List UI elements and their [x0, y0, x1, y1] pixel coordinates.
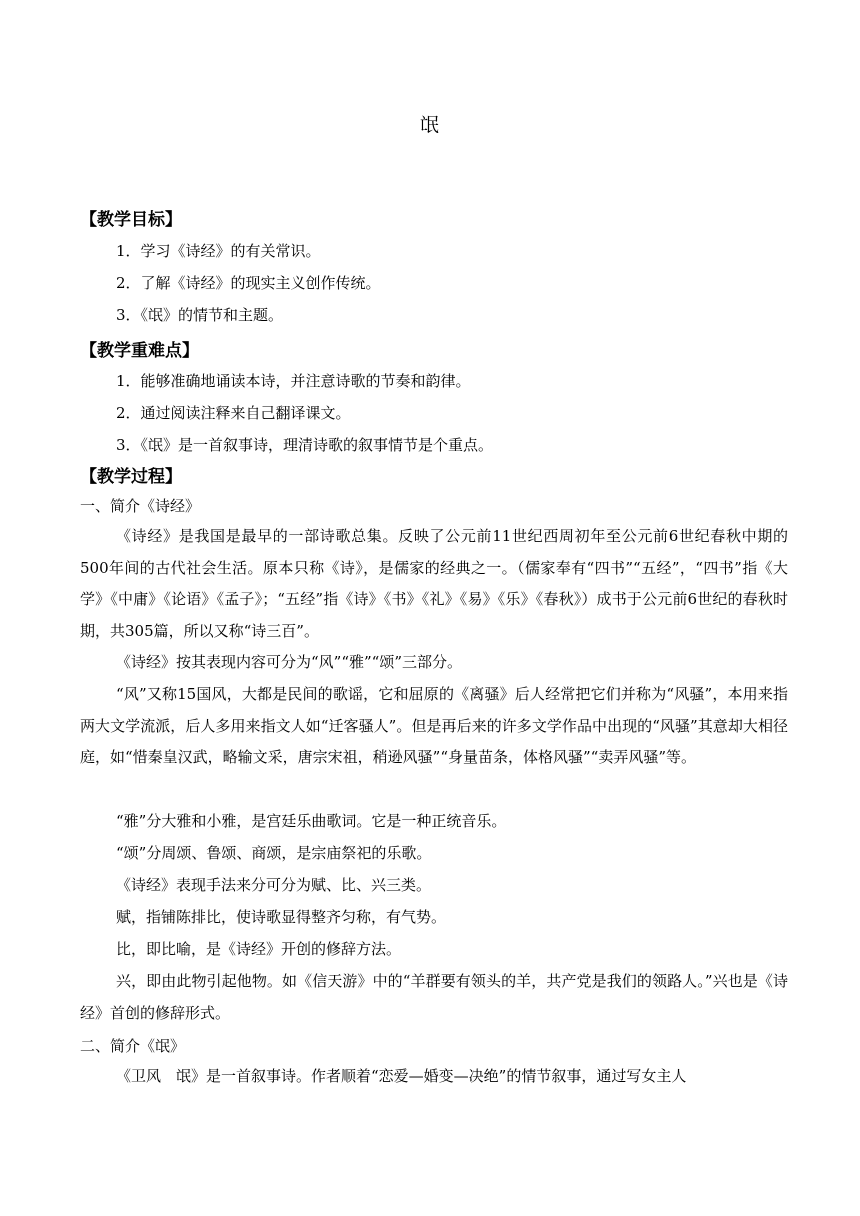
paragraph: 《诗经》按其表现内容可分为“风”“雅”“颂”三部分。 [116, 653, 463, 671]
paragraph: “颂”分周颂、鲁颂、商颂，是宗庙祭祀的乐歌。 [116, 844, 432, 862]
objective-item: 2．了解《诗经》的现实主义创作传统。 [116, 274, 381, 292]
paragraph: “雅”分大雅和小雅，是宫廷乐曲歌词。它是一种正统音乐。 [116, 812, 507, 830]
paragraph: 兴，即由此物引起他物。如《信天游》中的“羊群要有领头的羊，共产党是我们的领路人。”兴也是《诗经》首创的修辞形式。 [80, 972, 788, 1022]
section-heading-key-points: 【教学重难点】 [80, 341, 199, 361]
paragraph: 《诗经》表现手法来分可分为赋、比、兴三类。 [116, 876, 432, 894]
subsection-heading-mang: 二、简介《氓》 [80, 1037, 186, 1055]
section-heading-process: 【教学过程】 [80, 467, 182, 487]
paragraph: 《卫风 氓》是一首叙事诗。作者顺着“恋爱—婚变—决绝”的情节叙事，通过写女主人 [116, 1067, 687, 1085]
paragraph: 《诗经》是我国是最早的一部诗歌总集。反映了公元前11世纪西周初年至公元前6世纪春秋中期的500年间的古代社会生活。原本只称《诗》，是儒家的经典之一。（儒家奉有“四书”“五经”，“四书”指《大学》《中庸》《论语》《孟子》；“五经”指《诗》《书》《礼》《易》《乐》《春秋》）成书于公元前6世纪的春秋时期，共305篇，所以又称“诗三百”。 [80, 527, 788, 640]
objective-item: 1．学习《诗经》的有关常识。 [116, 242, 321, 260]
key-point-item: 3．《氓》是一首叙事诗，理清诗歌的叙事情节是个重点。 [116, 436, 494, 454]
key-point-item: 2．通过阅读注释来自己翻译课文。 [116, 404, 351, 422]
subsection-heading-shijing: 一、简介《诗经》 [80, 497, 201, 515]
paragraph: 比，即比喻，是《诗经》开创的修辞方法。 [116, 940, 402, 958]
section-heading-objectives: 【教学目标】 [80, 210, 182, 230]
paragraph: 赋，指铺陈排比，使诗歌显得整齐匀称，有气势。 [116, 908, 447, 926]
objective-item: 3．《氓》的情节和主题。 [116, 306, 284, 324]
paragraph: “风”又称15国风，大都是民间的歌谣，它和屈原的《离骚》后人经常把它们并称为“风骚”，本用来指两大文学流派，后人多用来指文人如“迁客骚人”。但是再后来的许多文学作品中出现的“风骚”其意却大相径庭，如“惜秦皇汉武，略输文采，唐宗宋祖，稍逊风骚”“身量苗条，体格风骚”“卖弄风骚”等。 [80, 685, 788, 766]
key-point-item: 1．能够准确地诵读本诗，并注意诗歌的节奏和韵律。 [116, 372, 471, 390]
document-title: 氓 [419, 114, 440, 136]
